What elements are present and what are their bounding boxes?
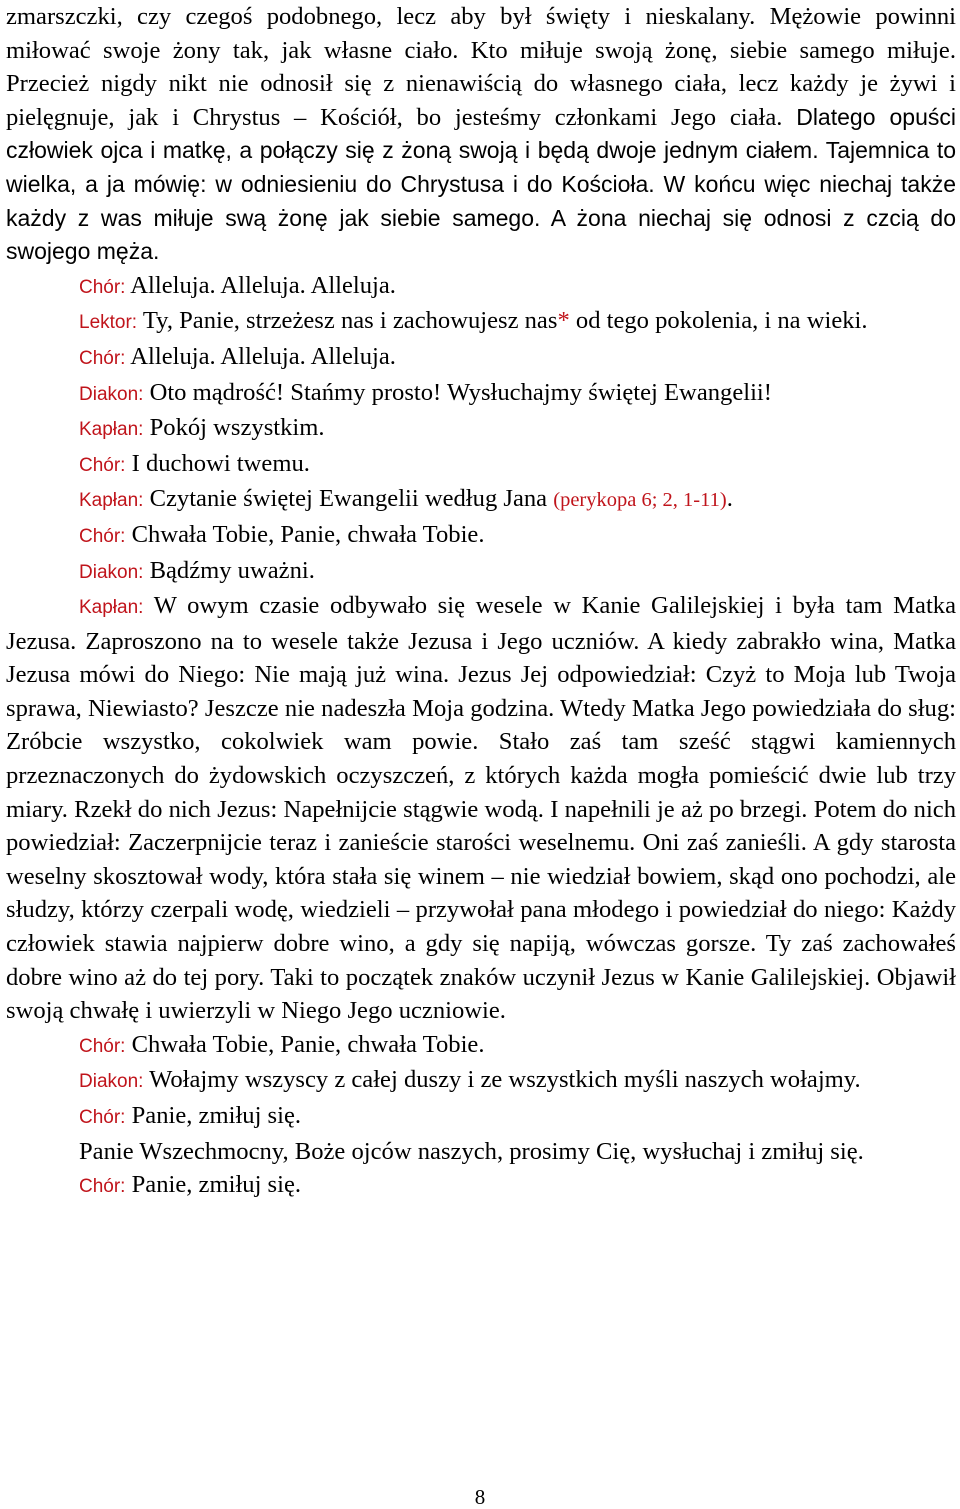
response-text: Pokój wszystkim. [149,414,325,442]
epistle-paragraph [6,0,956,269]
response-text: Panie, zmiłuj się. [131,1171,302,1199]
choir-alleluia-2 [6,340,956,376]
petition-text: Panie Wszechmocny, Boże ojców naszych, prosimy Cię, wysłuchaj i zmiłuj się. [79,1137,864,1165]
response-text: Panie, zmiłuj się. [131,1102,302,1129]
role-label: Chór: [79,1107,126,1128]
response-text: Chwała Tobie, Panie, chwała Tobie. [131,520,485,548]
role-label: Chór: [79,347,126,369]
role-label: Kapłan: [79,490,144,512]
announcement-text: Czytanie świętej Ewangelii według Jana [149,485,548,513]
role-label: Chór: [79,1035,126,1057]
epistle-text-part2: Dlatego opuści człowiek ojca i matkę, a połączy się z żoną swoją i będą dwoje jednym ciałem. Tajemnica to wielka, a ja mówię: w odniesieniu do Chrystusa i do Kościoła. W końcu więc niechaj także każdy z was miłuje swą żonę jak siebie samego. A żona niechaj się odnosi z czcią do swojego męża. [6,103,956,265]
announcement-end: . [726,485,733,513]
lector-verse [6,304,956,340]
pericope-reference: (perykopa 6; 2, 1-11) [553,489,727,512]
deacon-attend [6,554,956,590]
choir-mercy-2 [6,1168,956,1204]
role-label: Chór: [79,525,126,547]
response-text: Alleluja. Alleluja. Alleluja. [130,271,396,299]
priest-gospel-announcement [6,482,956,518]
role-label: Chór: [79,454,126,476]
role-label: Chór: [79,1176,126,1198]
role-label: Lektor: [79,312,138,334]
choir-alleluia-1 [6,269,956,305]
gospel-reading [6,589,956,1028]
page-number: 8 [474,1485,486,1509]
priest-peace [6,411,956,447]
response-text: Chwała Tobie, Panie, chwała Tobie. [131,1030,485,1058]
choir-mercy-1 [6,1099,956,1135]
choir-glory-1 [6,518,956,554]
role-label: Kapłan: [79,597,144,619]
role-label: Kapłan: [79,419,144,441]
response-text: Wołajmy wszyscy z całej duszy i ze wszystkich myśli naszych wołajmy. [149,1066,861,1094]
response-text: Alleluja. Alleluja. Alleluja. [130,342,396,370]
gospel-text: W owym czasie odbywało się wesele w Kanie Galilejskiej i była tam Matka Jezusa. Zaproszono na to wesele także Jezusa i Jego uczniów. A kiedy zabrakło wina, Matka Jezusa mówi do Niego: Nie mają już wina. Jezus Jej odpowiedział: Czyż to Moja lub Twoja sprawa, Niewiasto? Jeszcze nie nadeszła Moja godzina. Wtedy Matka Jego powiedziała do sług: Zróbcie wszystko, cokolwiek wam powie. Stało zaś tam sześć stągwi kamiennych przeznaczonych do żydowskich oczyszczeń, z których każda mogła pomieścić dwie lub trzy miary. Rzekł do nich Jezus: Napełnijcie stągwie wodą. I napełnili je aż po brzegi. Potem do nich powiedział: Zaczerpnijcie teraz i zanieście starości weselnemu. Oni zaś zanieśli. A gdy starosta weselny skosztował wody, która stała się winem – nie wiedział bowiem, skąd ono pochodzi, ale słudzy, którzy czerpali wodę, wiedzieli – przywołał pana młodego i powiedział do niego: Każdy człowiek stawia najpierw dobre wino, a gdy się napiją, wówczas gorsze. Ty zaś zachowałeś dobre wino aż do tej pory. Taki to początek znaków uczynił Jezus w Kanie Galilejskiej. Objawił swoją chwałę i uwierzyli w Niego Jego uczniowie. [6,592,956,1025]
response-text: Bądźmy uważni. [149,556,315,584]
response-text: Oto mądrość! Stańmy prosto! Wysłuchajmy świętej Ewangelii! [149,378,772,406]
response-text: I duchowi twemu. [131,449,310,477]
asterisk-mark: * [557,307,570,335]
verse-text-after: od tego pokolenia, i na wieki. [575,307,868,335]
verse-text-before: Ty, Panie, strzeżesz nas i zachowujesz nas [142,307,558,335]
petition [6,1135,956,1169]
choir-spirit [6,447,956,483]
role-label: Chór: [79,276,126,298]
deacon-wisdom [6,376,956,412]
document-body [6,0,956,1204]
role-label: Diakon: [79,561,144,583]
epistle-text-part1: zmarszczki, czy czegoś podobnego, lecz aby był święty i nieskalany. Mężowie powinni miłować swoje żony tak, jak własne ciało. Kto miłuje swoją żonę, siebie samego miłuje. Przecież nigdy nikt nie odnosił się z nienawiścią do własnego ciała, lecz każdy je żywi i pielęgnuje, jak i Chrystus – Kościół, bo jesteśmy członkami Jego ciała. [6,3,956,131]
deacon-call [6,1063,956,1099]
choir-glory-2 [6,1028,956,1064]
role-label: Diakon: [79,383,144,405]
role-label: Diakon: [79,1071,144,1093]
